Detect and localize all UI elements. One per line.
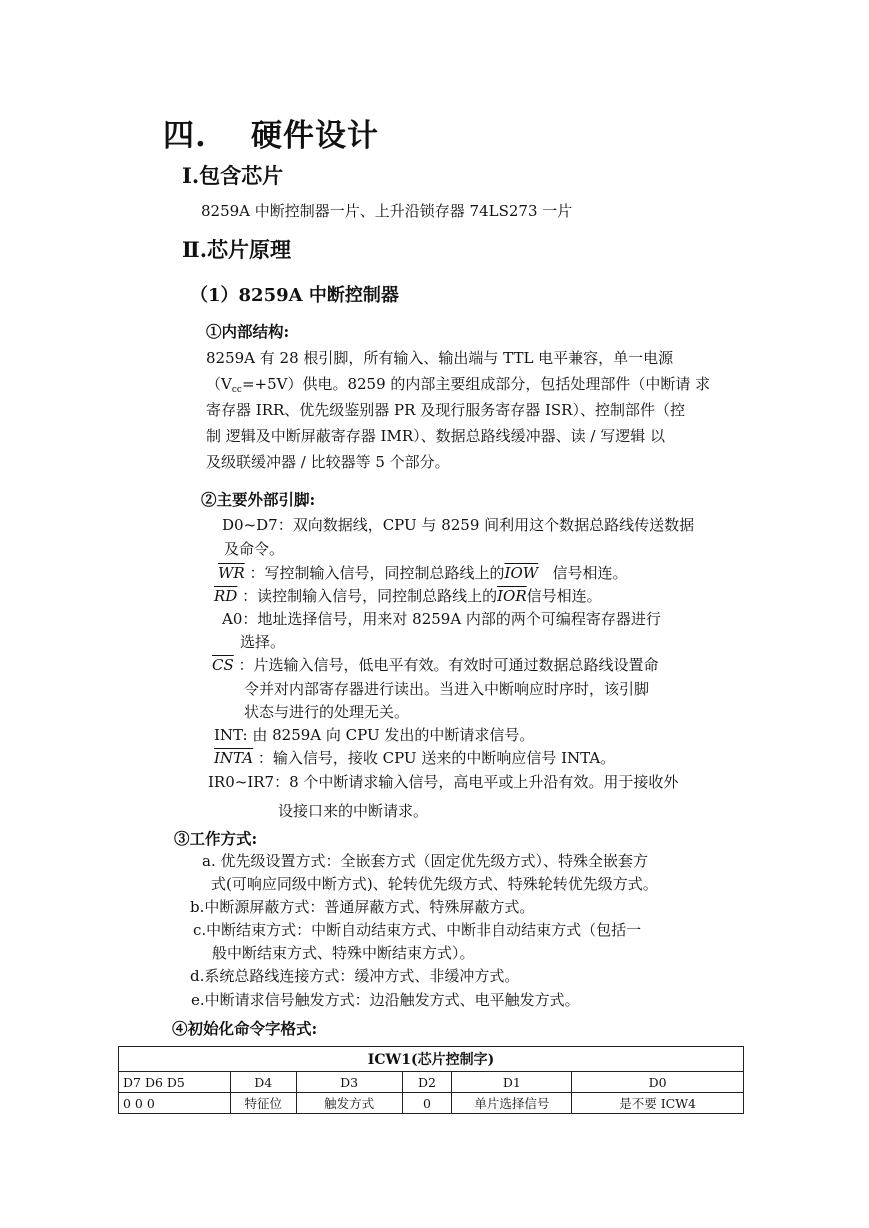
pin-d0d7-line-2: 及命令。: [224, 540, 285, 558]
pin-inta: [214, 746, 615, 770]
pin-wr: [218, 561, 627, 585]
internal-line-2-pre: （V: [206, 375, 232, 393]
icw1-value-cell: 特征位: [230, 1093, 296, 1114]
icw1-title-row: [119, 1047, 744, 1072]
icw1-value-cell: 单片选择信号: [452, 1093, 572, 1114]
mode-c-line-1: c.中断结束方式：中断自动结束方式、中断非自动结束方式（包括一: [193, 921, 642, 939]
init-heading: ④初始化命令字格式:: [172, 1019, 318, 1038]
mode-a-line-1: a. 优先级设置方式：全嵌套方式（固定优先级方式）、特殊全嵌套方: [202, 852, 648, 870]
cs-symbol: $\overline{CS}$: [212, 656, 234, 674]
icw1-header-cell: D2: [402, 1072, 452, 1093]
rd-text: ：读控制输入信号，同控制总路线上的: [242, 587, 498, 605]
icw1-header-cell: D4: [230, 1072, 296, 1093]
rd-symbol: $\overline{RD}$: [214, 587, 238, 605]
section-number: 四.: [163, 118, 207, 154]
internal-heading: ①内部结构:: [206, 322, 290, 341]
pins-heading: ②主要外部引脚:: [201, 490, 316, 509]
rd-end: 信号相连。: [526, 587, 602, 605]
section-heading: [163, 110, 379, 155]
pin-d0d7-line-1: D0~D7：双向数据线，CPU 与 8259 间利用这个数据总路线传送数据: [222, 516, 695, 534]
chips-heading: Ⅰ.包含芯片: [182, 163, 284, 188]
modes-heading: ③工作方式:: [174, 829, 258, 848]
icw1-value-cell: 触发方式: [296, 1093, 402, 1114]
pin-a0-line-1: A0：地址选择信号，用来对 8259A 内部的两个可编程寄存器进行: [222, 610, 661, 628]
icw1-value-cell: 是不要 ICW4: [572, 1093, 744, 1114]
icw1-header-row: [119, 1072, 744, 1093]
pin-ir-line-1: IR0~IR7：8 个中断请求输入信号，高电平或上升沿有效。用于接收外: [208, 773, 679, 791]
mode-b: b.中断源屏蔽方式：普通屏蔽方式、特殊屏蔽方式。: [190, 898, 535, 916]
pin-cs-line-1: [212, 653, 659, 677]
internal-line-4: 制 逻辑及中断屏蔽寄存器 IMR）、数据总路线缓冲器、读 / 写逻辑 以: [206, 427, 665, 445]
vcc-subscript: cc: [231, 385, 242, 395]
principle-heading: Ⅱ.芯片原理: [182, 237, 292, 262]
internal-line-2-post: =+5V）供电。8259 的内部主要组成部分，包括处理部件（中断请 求: [241, 375, 711, 393]
pin-rd: [214, 584, 602, 608]
icw1-table: [118, 1046, 744, 1114]
chip8259-heading: （1）8259A 中断控制器: [190, 285, 399, 306]
internal-line-1: 8259A 有 28 根引脚，所有输入、输出端与 TTL 电平兼容，单一电源: [206, 349, 674, 367]
wr-text: ：写控制输入信号，同控制总路线上的: [249, 564, 505, 582]
icw1-value-row: [119, 1093, 744, 1114]
mode-d: d.系统总路线连接方式：缓冲方式、非缓冲方式。: [190, 967, 520, 985]
wr-end: 信号相连。: [552, 564, 628, 582]
icw1-header-cell: D0: [572, 1072, 744, 1093]
pin-cs-line-3: 状态与进行的处理无关。: [244, 703, 410, 721]
mode-e: e.中断请求信号触发方式：边沿触发方式、电平触发方式。: [191, 991, 580, 1009]
icw1-header-cell: D3: [296, 1072, 402, 1093]
wr-symbol: $\overline{WR}$: [218, 564, 245, 582]
ior-symbol: $\overline{IOR}$: [497, 587, 527, 605]
inta-text: ：输入信号，接收 CPU 送来的中断响应信号 INTA。: [257, 749, 616, 767]
icw1-title: ICW1(芯片控制字): [119, 1047, 744, 1072]
icw1-header-cell: D1: [452, 1072, 572, 1093]
pin-cs-line-2: 令并对内部寄存器进行读出。当进入中断响应时序时，该引脚: [244, 680, 650, 698]
icw1-value-cell: 0: [402, 1093, 452, 1114]
section-title: 硬件设计: [251, 118, 379, 154]
internal-line-5: 及级联缓冲器 / 比较器等 5 个部分。: [206, 453, 450, 471]
cs-text: ：片选输入信号，低电平有效。有效时可通过数据总路线设置命: [238, 656, 659, 674]
mode-c-line-2: 般中断结束方式、特殊中断结束方式）。: [212, 944, 475, 962]
iow-symbol: $\overline{IOW}$: [504, 564, 539, 582]
chips-text: 8259A 中断控制器一片、上升沿锁存器 74LS273 一片: [201, 202, 573, 220]
pin-int: INT: 由 8259A 向 CPU 发出的中断请求信号。: [214, 726, 535, 744]
icw1-value-cell: 0 0 0: [119, 1093, 231, 1114]
mode-a-line-2: 式(可响应同级中断方式)、轮转优先级方式、特殊轮转优先级方式。: [211, 875, 658, 893]
icw1-header-cell: D7 D6 D5: [119, 1072, 231, 1093]
internal-line-3: 寄存器 IRR、优先级鉴别器 PR 及现行服务寄存器 ISR）、控制部件（控: [206, 401, 685, 419]
pin-ir-line-2: 设接口来的中断请求。: [278, 802, 429, 820]
inta-symbol: INTA: [214, 749, 254, 767]
pin-a0-line-2: 选择。: [240, 633, 286, 651]
